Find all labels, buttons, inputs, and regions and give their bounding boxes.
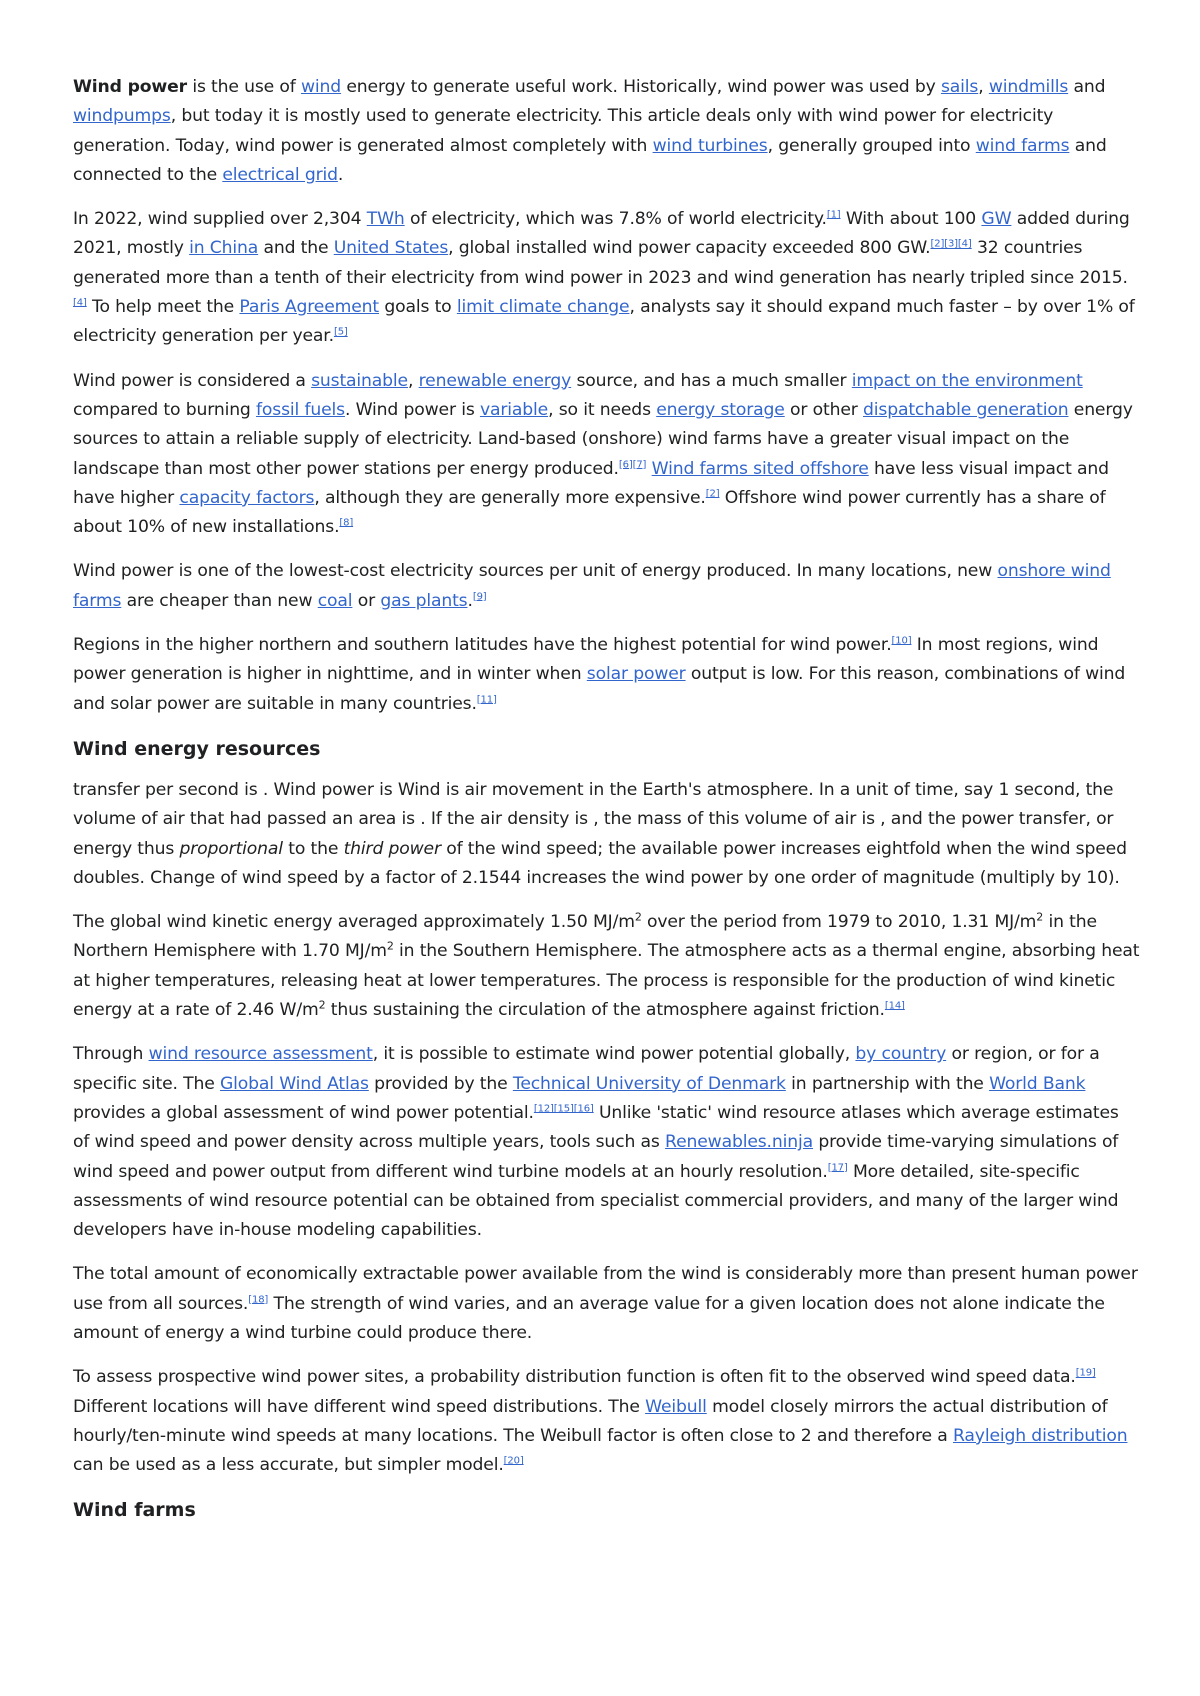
text-run: Offshore wind power currently has a share of about 10% of new installations. — [73, 487, 1106, 538]
superscript-exponent: 2 — [1036, 910, 1044, 924]
link-in-china[interactable]: in China — [189, 238, 259, 259]
text-run: added during 2021, mostly — [73, 209, 1130, 259]
text-run: goals to — [379, 297, 457, 318]
link-dispatchable-generation[interactable]: dispatchable generation — [863, 399, 1069, 420]
citation — [334, 327, 348, 338]
link-renewables-ninja[interactable]: Renewables.ninja — [665, 1132, 813, 1153]
citation-link[interactable]: [17] — [827, 1161, 848, 1173]
citation — [828, 1162, 848, 1173]
link-technical-university-of-denmark[interactable]: Technical University of Denmark — [512, 1073, 786, 1094]
text-run: , it is possible to estimate wind power potential globally, — [372, 1044, 856, 1065]
paragraph — [73, 776, 1140, 893]
paragraph — [73, 1260, 1140, 1348]
citation — [706, 488, 720, 499]
text-run: or region, or for a specific site. The — [73, 1044, 1100, 1094]
paragraph — [73, 367, 1140, 543]
text-run: . — [467, 590, 473, 611]
text-run: can be used as a less accurate, but simpler model. — [73, 1455, 504, 1476]
citation-link[interactable]: [9] — [472, 591, 487, 603]
text-run: To help meet the — [86, 297, 240, 318]
citation — [931, 239, 972, 250]
citation — [885, 1000, 905, 1011]
link-coal[interactable]: coal — [317, 590, 353, 611]
link-electrical-grid[interactable]: electrical grid — [222, 164, 338, 185]
superscript-exponent: 2 — [634, 910, 642, 924]
link-impact-on-the-environment[interactable]: impact on the environment — [851, 370, 1083, 391]
link-wind-farms-sited-offshore[interactable]: Wind farms sited offshore — [651, 458, 869, 479]
citation-link[interactable]: [2][3][4] — [930, 238, 972, 250]
text-run: model closely mirrors the actual distribution of hourly/ten-minute wind speeds at many locations. The Weibull factor is often close to 2 and therefore a — [73, 1396, 1108, 1446]
link-rayleigh-distribution[interactable]: Rayleigh distribution — [953, 1425, 1128, 1446]
link-capacity-factors[interactable]: capacity factors — [179, 487, 315, 508]
citation — [248, 1294, 268, 1305]
text-run: , generally grouped into — [767, 135, 976, 156]
link-sails[interactable]: sails — [940, 77, 979, 97]
link-energy-storage[interactable]: energy storage — [656, 399, 785, 420]
text-run: 32 countries generated more than a tenth of their electricity from wind power in 2023 and wind generation has nearly tripled since 2015. — [73, 238, 1128, 288]
text-run: of electricity, which was 7.8% of world electricity. — [404, 209, 827, 230]
paragraph — [73, 631, 1140, 719]
citation-link[interactable]: [20] — [503, 1455, 524, 1467]
text-run: The strength of wind varies, and an average value for a given location does not alone indicate the amount of energy a wind turbine could produce there. — [73, 1293, 1105, 1343]
citation — [477, 694, 497, 705]
text-run: are cheaper than new — [121, 590, 318, 611]
citation-link[interactable]: [5] — [333, 326, 348, 338]
text-run: and connected to the — [73, 135, 1107, 185]
link-limit-climate-change[interactable]: limit climate change — [456, 297, 630, 318]
link-wind-resource-assessment[interactable]: wind resource assessment — [148, 1044, 373, 1065]
text-run: , analysts say it should expand much faster – by over 1% of electricity generation per year. — [73, 297, 1135, 347]
text-run: provide time-varying simulations of wind speed and power output from different wind turbine models at an hourly resolution. — [73, 1132, 1119, 1182]
text-run: Through — [73, 1044, 149, 1065]
text-run: energy to generate useful work. Historically, wind power was used by — [341, 77, 941, 97]
text-run: output is low. For this reason, combinations of wind and solar power are suitable in many countries. — [73, 664, 1126, 714]
link-wind-turbines[interactable]: wind turbines — [652, 135, 768, 156]
text-run: , although they are generally more expensive. — [314, 487, 706, 508]
paragraph — [73, 908, 1140, 1025]
link-fossil-fuels[interactable]: fossil fuels — [256, 399, 345, 420]
text-run: is the use of — [187, 77, 301, 97]
text-run: , so it needs — [548, 399, 657, 420]
text-run: source, and has a much smaller — [571, 370, 852, 391]
text-run: , — [978, 77, 989, 97]
text-run: Wind power is one of the lowest-cost electricity sources per unit of energy produced. In many locations, new — [73, 561, 998, 582]
text-run: Wind power is considered a — [73, 370, 312, 391]
link-united-states[interactable]: United States — [333, 238, 449, 259]
link-by-country[interactable]: by country — [855, 1044, 947, 1065]
text-run: to the — [282, 838, 344, 859]
emphasis: third power — [343, 838, 441, 859]
link-gw[interactable]: GW — [981, 209, 1012, 230]
citation — [504, 1455, 524, 1466]
paragraph — [73, 1040, 1140, 1245]
text-run: In 2022, wind supplied over 2,304 — [73, 209, 367, 230]
text-run: To assess prospective wind power sites, a probability distribution function is often fit to the observed wind speed data. — [73, 1367, 1076, 1388]
text-run: , — [407, 370, 419, 391]
paragraph — [73, 205, 1140, 351]
text-run: compared to burning — [73, 399, 257, 420]
text-run: , but today it is mostly used to generate electricity. This article deals only with wind power for electricity generation. Today, wind power is generated almost completely with — [73, 106, 1054, 156]
link-wind-farms[interactable]: wind farms — [975, 135, 1070, 156]
citation — [619, 459, 646, 470]
text-run: in partnership with the — [785, 1073, 990, 1094]
link-renewable-energy[interactable]: renewable energy — [418, 370, 572, 391]
text-run: , global installed wind power capacity exceeded 800 GW. — [448, 238, 931, 259]
text-run: Regions in the higher northern and southern latitudes have the highest potential for wind power. — [73, 635, 892, 656]
superscript-exponent: 2 — [386, 939, 394, 953]
citation — [892, 635, 912, 646]
text-run: provided by the — [368, 1073, 513, 1094]
text-run: In most regions, wind power generation is higher in nighttime, and in winter when — [73, 635, 1099, 685]
text-run: over the period from 1979 to 2010, 1.31 MJ/m — [641, 912, 1037, 933]
citation-link[interactable]: [18] — [248, 1293, 269, 1305]
link-solar-power[interactable]: solar power — [586, 664, 686, 685]
link-onshore-wind-farms[interactable]: onshore wind farms — [73, 561, 1111, 611]
text-run: and the — [258, 238, 334, 259]
link-world-bank[interactable]: World Bank — [989, 1073, 1086, 1094]
citation-link[interactable]: [19] — [1075, 1367, 1096, 1379]
text-run: The global wind kinetic energy averaged approximately 1.50 MJ/m — [73, 912, 635, 933]
citation-link[interactable]: [4] — [73, 297, 87, 309]
citation-link[interactable]: [14] — [884, 1000, 905, 1012]
text-run: or — [352, 590, 381, 611]
text-run: or other — [784, 399, 863, 420]
citation — [73, 297, 87, 308]
link-windmills[interactable]: windmills — [988, 77, 1069, 97]
emphasis: proportional — [179, 838, 283, 859]
citation-link[interactable]: [2] — [705, 488, 720, 500]
paragraph — [73, 557, 1140, 616]
citation — [534, 1103, 594, 1114]
link-paris-agreement[interactable]: Paris Agreement — [239, 297, 380, 318]
text-run: in the Northern Hemisphere with 1.70 MJ/m — [73, 912, 1097, 962]
link-weibull[interactable]: Weibull — [645, 1396, 707, 1417]
citation-link[interactable]: [1] — [826, 209, 841, 221]
citation-link[interactable]: [8] — [339, 517, 354, 529]
text-run: Unlike 'static' wind resource atlases which average estimates of wind speed and power density across multiple years, tools such as — [73, 1102, 1119, 1153]
citation — [473, 591, 487, 602]
citation-link[interactable]: [10] — [891, 635, 912, 647]
link-gas-plants[interactable]: gas plants — [380, 590, 468, 611]
link-windpumps[interactable]: windpumps — [73, 106, 171, 127]
text-run: in the Southern Hemisphere. The atmosphere acts as a thermal engine, absorbing heat at higher temperatures, releasing heat at lower temperatures. The process is responsible for the production of wind kinetic energy at a rate of 2.46 W/m — [73, 941, 1140, 1021]
text-run: and — [1068, 77, 1106, 97]
citation-link[interactable]: [6][7] — [618, 458, 647, 470]
link-twh[interactable]: TWh — [366, 209, 405, 230]
citation-link[interactable]: [11] — [476, 693, 497, 705]
text-run: of the wind speed; the available power increases eightfold when the wind speed doubles. Change of wind speed by a factor of 2.1544 increases the wind power by one order of magnitude (multiply by 10). — [73, 838, 1127, 888]
link-wind[interactable]: wind — [301, 77, 342, 97]
citation — [1076, 1368, 1096, 1379]
article-subject: Wind power — [73, 77, 187, 97]
text-run: energy sources to attain a reliable supply of electricity. Land-based (onshore) wind farms have a greater visual impact on the landscape than most other power stations per energy produced. — [73, 399, 1133, 479]
text-run: Different locations will have different wind speed distributions. The — [73, 1396, 646, 1417]
section-heading: Wind energy resources — [73, 737, 321, 760]
text-run: have less visual impact and have higher — [73, 458, 1109, 508]
text-run: The total amount of economically extractable power available from the wind is considerably more than present human power use from all sources. — [73, 1264, 1138, 1314]
paragraph — [73, 1363, 1140, 1480]
text-run: transfer per second is . Wind power is Wind is air movement in the Earth's atmosphere. In a unit of time, say 1 second, the volume of air that had passed an area is . If the air density is , the mass of this volume of air is , and the power transfer, or energy thus — [73, 779, 1114, 859]
citation — [339, 517, 353, 528]
text-run: . Wind power is — [344, 399, 480, 420]
text-run: . — [337, 164, 344, 185]
citation-link[interactable]: [12][15][16] — [533, 1103, 594, 1115]
link-sustainable[interactable]: sustainable — [311, 370, 408, 391]
text-run: provides a global assessment of wind power potential. — [73, 1102, 534, 1123]
text-run: thus sustaining the circulation of the atmosphere against friction. — [325, 1000, 885, 1021]
section-heading: Wind farms — [73, 1499, 196, 1522]
link-variable[interactable]: variable — [479, 399, 549, 420]
link-global-wind-atlas[interactable]: Global Wind Atlas — [219, 1073, 369, 1094]
text-run: More detailed, site-specific assessments of wind resource potential can be obtained from specialist commercial providers, and many of the larger wind developers have in-house modeling capabilities. — [73, 1161, 1119, 1241]
paragraph — [73, 73, 1140, 190]
superscript-exponent: 2 — [318, 998, 326, 1012]
text-run: With about 100 — [840, 209, 982, 230]
citation — [827, 209, 841, 220]
